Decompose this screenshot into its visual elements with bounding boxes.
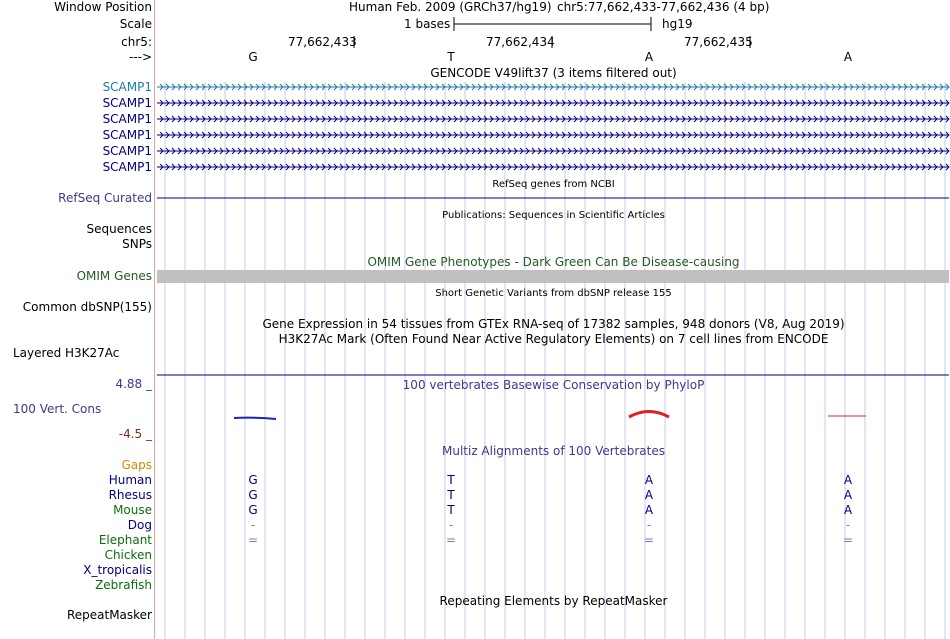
phylop-label[interactable]: 100 Vert. Cons — [13, 402, 102, 416]
dbsnp-label[interactable]: Common dbSNP(155) — [22, 300, 152, 314]
h3k27ac-track-title[interactable]: H3K27Ac Mark (Often Found Near Active Regulatory Elements) on 7 cell lines from ENCODE — [278, 332, 829, 346]
phylop-max-label: 4.88 _ — [115, 377, 152, 391]
ruler-base-1: G — [248, 50, 258, 64]
species-label-zebrafish[interactable]: Zebrafish — [95, 578, 152, 592]
alignment-base-human-2: T — [447, 473, 455, 487]
alignment-base-rhesus-1: G — [248, 488, 258, 502]
ruler-base-3: A — [644, 50, 654, 64]
alignment-base-dog-3: - — [646, 518, 652, 532]
alignment-base-elephant-2: = — [445, 533, 457, 547]
snps-label[interactable]: SNPs — [122, 237, 152, 251]
alignment-base-dog-1: - — [250, 518, 256, 532]
gencode-item-6[interactable]: SCAMP1 — [102, 160, 152, 174]
alignment-base-mouse-2: T — [447, 503, 455, 517]
alignment-base-elephant-3: = — [643, 533, 655, 547]
alignment-base-elephant-4: = — [842, 533, 854, 547]
chrom-label: chr5: — [121, 35, 152, 49]
species-label-human[interactable]: Human — [108, 473, 152, 487]
repeatmasker-track-title[interactable]: Repeating Elements by RepeatMasker — [439, 594, 668, 608]
window-position-label: Window Position — [54, 0, 152, 14]
scale-value: 1 bases — [404, 17, 451, 31]
alignment-base-rhesus-2: T — [447, 488, 455, 502]
scale-label: Scale — [119, 17, 152, 31]
species-label-x_tropicalis[interactable]: X_tropicalis — [83, 563, 152, 577]
phylop-min-label: -4.5 _ — [118, 427, 152, 441]
species-label-chicken[interactable]: Chicken — [104, 548, 152, 562]
omim-track-title[interactable]: OMIM Gene Phenotypes - Dark Green Can Be Disease-causing — [367, 255, 740, 269]
phylop-mark-base-3 — [629, 412, 669, 418]
alignment-base-dog-4: - — [845, 518, 851, 532]
window-coords[interactable]: chr5:77,662,433-77,662,436 (4 bp) — [557, 0, 770, 14]
scale-assembly: hg19 — [662, 17, 693, 31]
alignment-base-elephant-1: = — [247, 533, 259, 547]
gencode-item-3[interactable]: SCAMP1 — [102, 112, 152, 126]
species-label-rhesus[interactable]: Rhesus — [108, 488, 152, 502]
gencode-item-2[interactable]: SCAMP1 — [102, 96, 152, 110]
alignment-base-dog-2: - — [448, 518, 454, 532]
alignment-base-mouse-1: G — [248, 503, 258, 517]
ruler-base-2: T — [447, 50, 455, 64]
gaps-label[interactable]: Gaps — [121, 458, 152, 472]
phylop-mark-base-1 — [234, 418, 276, 419]
ruler-base-4: A — [843, 50, 853, 64]
gencode-item-4[interactable]: SCAMP1 — [102, 128, 152, 142]
gencode-item-5[interactable]: SCAMP1 — [102, 144, 152, 158]
species-label-mouse[interactable]: Mouse — [113, 503, 152, 517]
publications-track-title[interactable]: Publications: Sequences in Scientific Articles — [442, 210, 665, 221]
coord-tick-1: 77,662,433 — [288, 35, 357, 49]
dbsnp-track-title[interactable]: Short Genetic Variants from dbSNP release 155 — [435, 288, 672, 299]
alignment-base-human-3: A — [644, 473, 654, 487]
h3k27ac-label[interactable]: Layered H3K27Ac — [13, 346, 120, 360]
multiz-track-title[interactable]: Multiz Alignments of 100 Vertebrates — [441, 444, 666, 458]
alignment-base-mouse-3: A — [644, 503, 654, 517]
coord-tick-2: 77,662,434 — [486, 35, 555, 49]
strand-label: ---> — [128, 50, 152, 64]
omim-label[interactable]: OMIM Genes — [76, 269, 152, 283]
gtex-track-title[interactable]: Gene Expression in 54 tissues from GTEx RNA-seq of 17382 samples, 948 donors (V8, Aug 2019) — [262, 317, 845, 331]
sequences-label[interactable]: Sequences — [86, 222, 152, 236]
species-label-dog[interactable]: Dog — [127, 518, 152, 532]
alignment-base-human-1: G — [248, 473, 258, 487]
gencode-track-title[interactable]: GENCODE V49lift37 (3 items filtered out) — [430, 66, 677, 80]
refseq-label[interactable]: RefSeq Curated — [58, 191, 152, 205]
refseq-track-title[interactable]: RefSeq genes from NCBI — [492, 179, 615, 190]
repeatmasker-label[interactable]: RepeatMasker — [66, 608, 152, 622]
phylop-track-title[interactable]: 100 vertebrates Basewise Conservation by PhyloP — [402, 378, 705, 392]
species-label-elephant[interactable]: Elephant — [98, 533, 152, 547]
alignment-base-rhesus-4: A — [843, 488, 853, 502]
alignment-base-rhesus-3: A — [644, 488, 654, 502]
alignment-base-human-4: A — [843, 473, 853, 487]
gencode-item-1[interactable]: SCAMP1 — [102, 80, 152, 94]
coord-tick-3: 77,662,435 — [684, 35, 753, 49]
alignment-base-mouse-4: A — [843, 503, 853, 517]
window-position-value: Human Feb. 2009 (GRCh37/hg19) — [349, 0, 552, 14]
